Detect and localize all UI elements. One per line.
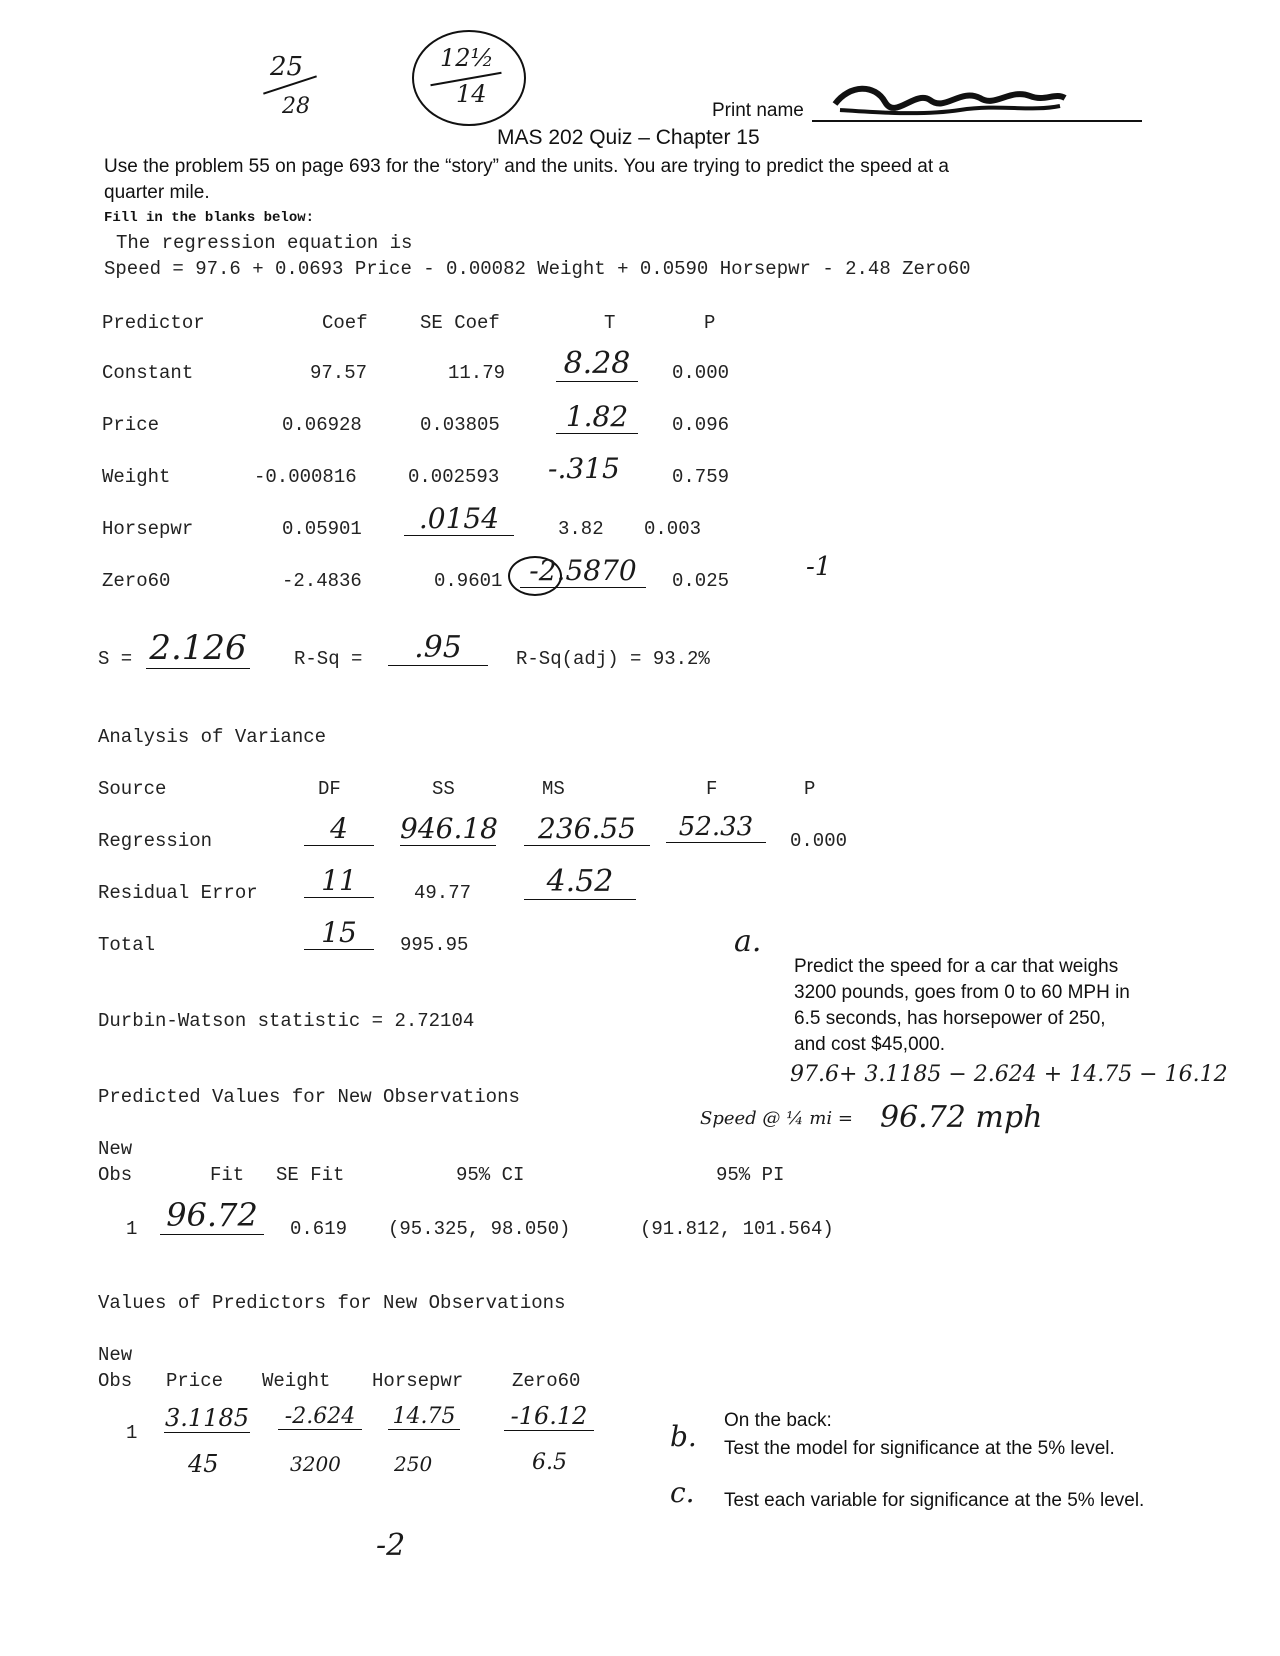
predictors-header-price: Price [166,1370,224,1392]
anova-header-source: Source [98,778,167,800]
anova-row-ss: 995.95 [400,934,469,956]
instruction-line-1: Use the problem 55 on page 693 for the “story” and the units. You are trying to predict the speed at a [104,156,949,177]
coef-row-t-blank: 8.28 [556,346,638,382]
predicted-header-pi: 95% PI [716,1164,785,1186]
question-a-label: a. [734,924,762,959]
anova-header-f: F [706,778,718,800]
regression-eq-label: The regression equation is [116,232,413,254]
coef-row-p: 0.000 [672,362,730,384]
coef-row-p: 0.759 [672,466,730,488]
coef-header-se: SE Coef [420,312,500,334]
s-label: S = [98,648,133,670]
question-a-answer-prefix: Speed @ ¼ mi = [700,1108,853,1129]
anova-row-f-blank: 52.33 [666,812,766,843]
page-title: MAS 202 Quiz – Chapter 15 [497,126,760,149]
anova-row-source: Total [98,934,156,956]
coef-header-t: T [604,312,616,334]
coef-row-p: 0.025 [672,570,730,592]
predictors-hp-value: 250 [394,1452,433,1476]
predictors-header-horsepwr: Horsepwr [372,1370,464,1392]
anova-row-df-blank: 11 [304,864,374,898]
coef-row-predictor: Horsepwr [102,518,194,540]
anova-row-ss: 49.77 [414,882,472,904]
coef-header-coef: Coef [322,312,368,334]
anova-row-ms-blank: 4.52 [524,864,636,900]
s-value-blank: 2.126 [146,628,250,669]
question-a-line: Predict the speed for a car that weighs [794,956,1119,977]
predictors-price-value: 45 [188,1450,219,1478]
predicted-header-ci: 95% CI [456,1164,525,1186]
question-b-text-2: Test the model for significance at the 5% level. [724,1438,1115,1459]
coef-header-p: P [704,312,716,334]
anova-row-df-blank: 4 [304,812,374,846]
rsq-value-blank: .95 [388,630,488,666]
coef-header-predictor: Predictor [102,312,205,334]
anova-row-p: 0.000 [790,830,848,852]
bottom-deduction-mark: -2 [376,1528,406,1563]
predictors-zero-value: 6.5 [532,1450,567,1475]
predicted-row-obs: 1 [126,1218,138,1240]
predictors-header-new: New [98,1344,133,1366]
predicted-header-fit: Fit [210,1164,245,1186]
coef-row-se: 0.002593 [408,466,500,488]
anova-header-df: DF [318,778,341,800]
question-b-text-1: On the back: [724,1410,832,1431]
predictors-weight-value: 3200 [290,1452,341,1476]
coef-row-coef: -0.000816 [254,466,357,488]
predictors-hp-work: 14.75 [388,1404,460,1430]
regression-equation: Speed = 97.6 + 0.0693 Price - 0.00082 Weight + 0.0590 Horsepwr - 2.48 Zero60 [104,258,971,280]
coef-row-p: 0.003 [644,518,702,540]
question-a-answer: 96.72 mph [880,1100,1043,1135]
predictors-weight-work: -2.624 [278,1404,362,1430]
fill-blanks-instruction: Fill in the blanks below: [104,210,315,226]
coef-row-t: 3.82 [558,518,604,540]
predicted-row-pi: (91.812, 101.564) [640,1218,834,1240]
anova-row-ss-blank: 946.18 [400,812,498,845]
anova-header-ss: SS [432,778,455,800]
coef-row-se: 11.79 [448,362,506,384]
deduction-mark: -1 [806,552,832,582]
coef-row-predictor: Constant [102,362,194,384]
rsq-adj: R-Sq(adj) = 93.2% [516,648,710,670]
question-a-work: 97.6+ 3.1185 − 2.624 + 14.75 − 16.12 [790,1062,1228,1087]
question-a-line: 6.5 seconds, has horsepower of 250, [794,1008,1106,1029]
anova-row-source: Regression [98,830,213,852]
coef-row-se-blank: .0154 [404,502,514,536]
anova-row-ms-blank: 236.55 [524,812,650,846]
coef-row-coef: -2.4836 [282,570,362,592]
predicted-header-se-fit: SE Fit [276,1164,345,1186]
rsq-label: R-Sq = [294,648,363,670]
coef-row-coef: 0.05901 [282,518,362,540]
predictors-header-zero60: Zero60 [512,1370,581,1392]
predicted-row-se-fit: 0.619 [290,1218,348,1240]
coef-row-coef: 97.57 [310,362,368,384]
coef-row-predictor: Weight [102,466,171,488]
signature-scribble [830,82,1070,122]
predictors-price-work: 3.1185 [165,1404,249,1432]
coef-row-t-blank: 1.82 [556,400,638,434]
anova-row-df-blank: 15 [304,916,374,950]
predictors-zero-work: -16.12 [504,1402,594,1431]
predicted-row-ci: (95.325, 98.050) [388,1218,571,1240]
coef-row-coef: 0.06928 [282,414,362,436]
coef-row-predictor: Price [102,414,160,436]
circled-grade-bottom: 14 [456,80,487,108]
anova-row-source: Residual Error [98,882,258,904]
anova-header-p: P [804,778,816,800]
anova-header-ms: MS [542,778,565,800]
predicted-row-fit-blank: 96.72 [160,1196,264,1235]
question-c-text: Test each variable for significance at the 5% level. [724,1490,1145,1511]
predicted-title: Predicted Values for New Observations [98,1086,520,1108]
score-numerator: 25 [270,52,304,82]
question-c-label: c. [670,1476,695,1509]
circled-grade-top: 12½ [440,44,494,72]
predicted-header-new: New [98,1138,133,1160]
question-a-line: and cost $45,000. [794,1034,946,1055]
predictors-header-obs: Obs [98,1370,133,1392]
question-b-label: b. [670,1420,697,1453]
coef-row-t-handwritten: -.315 [548,452,620,485]
instruction-line-2: quarter mile. [104,182,210,203]
question-a-line: 3200 pounds, goes from 0 to 60 MPH in [794,982,1130,1003]
coef-row-t-blank: -2.5870 [520,554,646,588]
coef-row-predictor: Zero60 [102,570,171,592]
anova-title: Analysis of Variance [98,726,327,748]
coef-row-se: 0.9601 [434,570,503,592]
durbin-watson: Durbin-Watson statistic = 2.72104 [98,1010,475,1032]
print-name-label: Print name [712,100,804,121]
predictors-header-weight: Weight [262,1370,331,1392]
coef-row-se: 0.03805 [420,414,500,436]
coef-row-p: 0.096 [672,414,730,436]
predictors-row-obs: 1 [126,1422,138,1444]
predicted-header-obs: Obs [98,1164,133,1186]
score-denominator: 28 [282,94,310,119]
predictors-title: Values of Predictors for New Observations [98,1292,566,1314]
